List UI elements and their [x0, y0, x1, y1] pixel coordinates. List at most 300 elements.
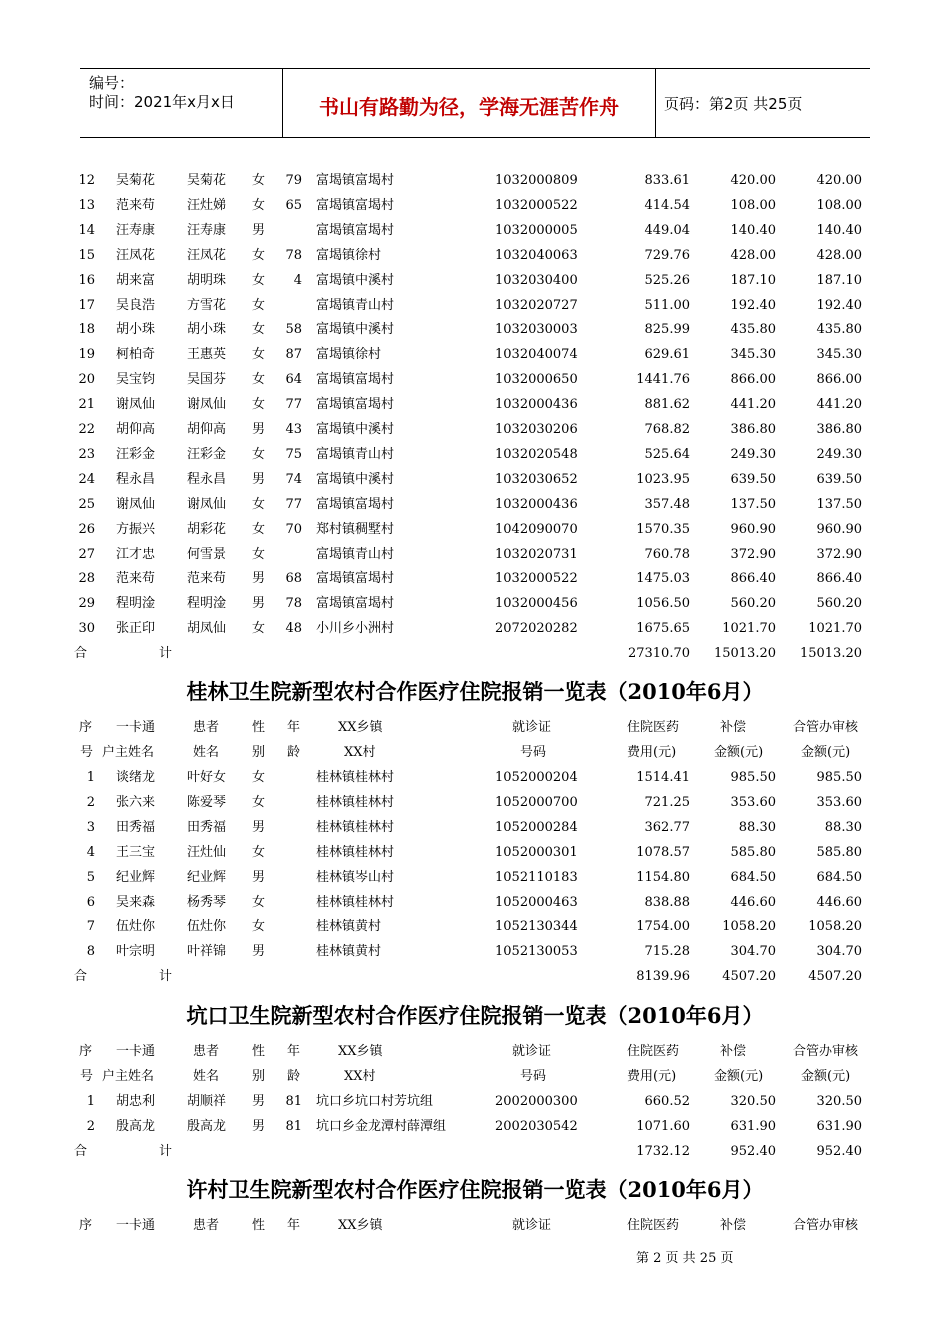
patient-name: 陈爱琴	[187, 794, 227, 810]
patient-name: 何雪景	[187, 546, 227, 562]
audited-amount: 345.30	[816, 347, 862, 363]
column-header: 别	[252, 1069, 266, 1084]
patient-name: 杨秀琴	[187, 894, 227, 910]
hospital-fee: 721.25	[644, 794, 690, 810]
card-holder-name: 谈绪龙	[116, 770, 156, 785]
address: 桂林镇黄村	[316, 944, 382, 960]
hospital-fee: 362.77	[644, 819, 690, 835]
certificate-number: 1032020548	[495, 446, 578, 462]
sex: 女	[252, 297, 266, 313]
row-number: 20	[78, 372, 95, 388]
hospital-fee: 881.62	[644, 397, 690, 413]
card-holder-name: 胡仰高	[116, 422, 156, 437]
table2-title: 桂林卫生院新型农村合作医疗住院报销一览表（2010年6月）	[186, 679, 764, 704]
audited-amount: 1021.70	[808, 621, 862, 637]
table-row	[0, 1092, 950, 1117]
table-header-row	[0, 718, 950, 743]
table-row	[0, 470, 950, 495]
hospital-fee: 1071.60	[636, 1118, 690, 1134]
hospital-fee: 715.28	[644, 944, 690, 960]
hospital-fee: 1754.00	[636, 919, 690, 935]
column-header: 号	[80, 1069, 94, 1084]
compensation-amount: 320.50	[730, 1094, 776, 1109]
patient-name: 吴菊花	[187, 173, 227, 188]
card-holder-name: 汪寿康	[116, 222, 156, 238]
hospital-fee: 838.88	[644, 894, 690, 910]
sex: 男	[252, 869, 266, 885]
patient-name: 吴国芬	[187, 372, 227, 388]
compensation-amount: 631.90	[730, 1118, 776, 1134]
address: 郑村镇稠墅村	[316, 521, 395, 537]
row-number: 6	[86, 894, 95, 910]
table-row	[0, 395, 950, 420]
patient-name: 胡小珠	[187, 322, 227, 338]
column-header: XX乡镇	[338, 720, 383, 735]
hospital-fee: 525.26	[644, 272, 690, 288]
hospital-fee: 1475.03	[636, 571, 690, 587]
audited-amount: 560.20	[816, 596, 862, 612]
age: 70	[285, 521, 302, 537]
column-header: 号码	[520, 1069, 547, 1084]
row-number: 19	[78, 347, 95, 363]
certificate-number: 1052130344	[495, 919, 578, 935]
certificate-number: 1042090070	[495, 521, 578, 537]
patient-name: 汪凤花	[187, 247, 227, 263]
sex: 男	[252, 1118, 266, 1134]
row-number: 2	[86, 1118, 95, 1134]
card-holder-name: 范来苟	[116, 197, 156, 213]
row-number: 5	[86, 869, 95, 885]
address: 小川乡小洲村	[316, 621, 395, 637]
table-row	[0, 1117, 950, 1142]
compensation-amount: 446.60	[730, 894, 776, 910]
compensation-amount: 684.50	[730, 869, 776, 885]
card-holder-name: 胡来富	[116, 272, 156, 288]
row-number: 8	[86, 944, 95, 960]
column-header: 住院医药	[627, 1044, 680, 1059]
column-header: 一卡通	[116, 1044, 156, 1059]
column-header: 序	[79, 1218, 93, 1233]
compensation-amount: 1021.70	[722, 621, 776, 637]
patient-name: 汪灶娣	[187, 197, 227, 213]
address: 桂林镇岑山村	[316, 869, 395, 885]
column-header: 户主姓名	[102, 745, 155, 760]
hospital-fee: 1514.41	[636, 770, 690, 785]
column-header: 姓名	[193, 745, 220, 760]
table-header-row	[0, 743, 950, 768]
sex: 女	[252, 546, 266, 562]
total-compensation: 15013.20	[713, 646, 776, 662]
patient-name: 程明淦	[187, 596, 227, 612]
compensation-amount: 960.90	[730, 521, 776, 537]
hospital-fee: 357.48	[644, 496, 690, 512]
patient-name: 纪业辉	[187, 869, 227, 885]
table-row	[0, 619, 950, 644]
address: 坑口乡坑口村芳坑组	[316, 1094, 434, 1109]
column-header: 号码	[520, 745, 547, 760]
total-label: 合	[74, 969, 88, 985]
total-audited: 952.40	[816, 1143, 862, 1159]
age: 58	[285, 322, 302, 338]
hospital-fee: 1023.95	[636, 471, 690, 487]
certificate-number: 1032000522	[495, 571, 578, 587]
hospital-fee: 449.04	[644, 222, 690, 238]
audited-amount: 108.00	[816, 197, 862, 213]
audited-amount: 137.50	[816, 496, 862, 512]
header-motto-cell	[283, 69, 656, 137]
column-header: 序	[79, 1044, 93, 1059]
certificate-number: 2002030542	[495, 1118, 578, 1134]
sex: 女	[252, 322, 266, 338]
table-row	[0, 868, 950, 893]
audited-amount: 372.90	[816, 546, 862, 562]
row-number: 17	[78, 297, 95, 313]
certificate-number: 1032000650	[495, 372, 578, 388]
sex: 女	[252, 794, 266, 810]
patient-name: 程永昌	[187, 471, 227, 487]
certificate-number: 1032000522	[495, 197, 578, 213]
address: 富堨镇富堨村	[316, 222, 395, 238]
column-header: 龄	[287, 745, 301, 760]
address: 富堨镇富堨村	[316, 397, 395, 413]
audited-amount: 585.80	[816, 844, 862, 860]
sex: 女	[252, 272, 266, 288]
row-number: 1	[86, 1094, 95, 1109]
total-audited: 15013.20	[799, 646, 862, 662]
hospital-fee: 825.99	[644, 322, 690, 338]
compensation-amount: 137.50	[730, 496, 776, 512]
page-header	[80, 68, 870, 138]
table-row	[0, 520, 950, 545]
sex: 女	[252, 347, 266, 363]
patient-name: 范来苟	[187, 571, 227, 587]
card-holder-name: 胡忠利	[116, 1094, 156, 1109]
age: 65	[285, 197, 302, 213]
column-header: 合管办审核	[793, 1044, 859, 1059]
card-holder-name: 胡小珠	[116, 322, 156, 338]
hospital-fee: 768.82	[644, 422, 690, 437]
header-meta-cell	[80, 69, 283, 137]
sex: 女	[252, 173, 266, 188]
address: 富堨镇中溪村	[316, 471, 395, 487]
hospital-fee: 525.64	[644, 446, 690, 462]
audited-amount: 428.00	[816, 247, 862, 263]
sex: 男	[252, 1094, 266, 1109]
sex: 男	[252, 222, 266, 238]
sex: 男	[252, 471, 266, 487]
audited-amount: 140.40	[816, 222, 862, 238]
column-header: 金额(元)	[714, 745, 764, 760]
patient-name: 胡仰高	[187, 422, 227, 437]
patient-name: 谢凤仙	[187, 397, 227, 413]
card-holder-name: 纪业辉	[116, 869, 156, 885]
audited-amount: 639.50	[816, 471, 862, 487]
hospital-fee: 760.78	[644, 546, 690, 562]
age: 81	[285, 1118, 302, 1134]
column-header: 患者	[193, 720, 220, 735]
compensation-amount: 420.00	[730, 173, 776, 188]
audited-amount: 446.60	[816, 894, 862, 910]
table-row	[0, 893, 950, 918]
age: 43	[285, 422, 302, 437]
sex: 女	[252, 397, 266, 413]
column-header: XX村	[344, 1069, 376, 1084]
table-row	[0, 843, 950, 868]
row-number: 12	[78, 173, 95, 188]
table-row	[0, 545, 950, 570]
address: 桂林镇桂林村	[316, 844, 395, 860]
address: 富堨镇中溪村	[316, 422, 395, 437]
audited-amount: 249.30	[816, 446, 862, 462]
compensation-amount: 249.30	[730, 446, 776, 462]
patient-name: 汪灶仙	[187, 844, 227, 860]
address: 富堨镇青山村	[316, 446, 395, 462]
sex: 女	[252, 197, 266, 213]
certificate-number: 2072020282	[495, 621, 578, 637]
table-row	[0, 420, 950, 445]
column-header: 合管办审核	[793, 720, 859, 735]
column-header: XX乡镇	[338, 1218, 383, 1233]
sex: 女	[252, 372, 266, 388]
column-header: 合管办审核	[793, 1218, 859, 1233]
page-footer: 第 2 页 共 25 页	[636, 1251, 734, 1266]
row-number: 1	[86, 770, 95, 785]
patient-name: 胡明珠	[187, 272, 227, 288]
total-row	[0, 644, 950, 669]
card-holder-name: 谢凤仙	[116, 496, 156, 512]
total-audited: 4507.20	[808, 969, 862, 985]
card-holder-name: 程永昌	[116, 471, 156, 487]
row-number: 16	[78, 272, 95, 288]
address: 富堨镇徐村	[316, 247, 382, 263]
address: 桂林镇桂林村	[316, 794, 395, 810]
row-number: 13	[78, 197, 95, 213]
column-header: 补偿	[720, 1044, 747, 1059]
age: 4	[293, 272, 302, 288]
card-holder-name: 吴菊花	[116, 173, 156, 188]
patient-name: 胡彩花	[187, 521, 227, 537]
card-holder-name: 张正印	[116, 621, 156, 637]
card-holder-name: 张六来	[116, 794, 156, 810]
column-header: 性	[252, 1044, 266, 1059]
column-header: XX村	[344, 745, 376, 760]
audited-amount: 960.90	[816, 521, 862, 537]
patient-name: 殷高龙	[187, 1118, 227, 1134]
row-number: 28	[78, 571, 95, 587]
compensation-amount: 88.30	[738, 819, 776, 835]
total-label: 计	[159, 646, 173, 662]
column-header: 住院医药	[627, 1218, 680, 1233]
card-holder-name: 范来苟	[116, 571, 156, 587]
doc-number-label: 编号：	[89, 74, 135, 92]
total-label: 合	[74, 646, 88, 662]
total-label: 计	[159, 1143, 173, 1159]
audited-amount: 1058.20	[808, 919, 862, 935]
patient-name: 汪彩金	[187, 446, 227, 462]
compensation-amount: 639.50	[730, 471, 776, 487]
certificate-number: 1052000700	[495, 794, 578, 810]
certificate-number: 1032030400	[495, 272, 578, 288]
total-fee: 1732.12	[636, 1143, 690, 1159]
audited-amount: 88.30	[824, 819, 862, 835]
column-header: 年	[287, 720, 301, 735]
column-header: 补偿	[720, 720, 747, 735]
sex: 女	[252, 521, 266, 537]
row-number: 14	[78, 222, 95, 238]
compensation-amount: 441.20	[730, 397, 776, 413]
sex: 女	[252, 919, 266, 935]
certificate-number: 1032030652	[495, 471, 578, 487]
column-header: 一卡通	[116, 720, 156, 735]
row-number: 24	[78, 471, 95, 487]
certificate-number: 1032000005	[495, 222, 578, 238]
column-header: 补偿	[720, 1218, 747, 1233]
column-header: 金额(元)	[714, 1069, 764, 1084]
certificate-number: 1052000301	[495, 844, 578, 860]
total-row	[0, 967, 950, 992]
table3-title: 坑口卫生院新型农村合作医疗住院报销一览表（2010年6月）	[186, 1003, 764, 1028]
row-number: 15	[78, 247, 95, 263]
sex: 女	[252, 844, 266, 860]
column-header: 就诊证	[512, 720, 552, 735]
audited-amount: 353.60	[816, 794, 862, 810]
address: 桂林镇桂林村	[316, 894, 395, 910]
compensation-amount: 353.60	[730, 794, 776, 810]
table-header-row	[0, 1042, 950, 1067]
patient-name: 汪寿康	[187, 222, 227, 238]
table-row	[0, 345, 950, 370]
compensation-amount: 866.40	[730, 571, 776, 587]
certificate-number: 1032000436	[495, 496, 578, 512]
address: 富堨镇青山村	[316, 546, 395, 562]
sex: 男	[252, 596, 266, 612]
audited-amount: 866.40	[816, 571, 862, 587]
total-compensation: 4507.20	[722, 969, 776, 985]
row-number: 27	[78, 546, 95, 562]
total-fee: 27310.70	[627, 646, 690, 662]
compensation-amount: 435.80	[730, 322, 776, 338]
card-holder-name: 谢凤仙	[116, 397, 156, 413]
column-header: 户主姓名	[102, 1069, 155, 1084]
card-holder-name: 柯柏奇	[116, 347, 156, 363]
age: 68	[285, 571, 302, 587]
certificate-number: 1032000809	[495, 173, 578, 188]
audited-amount: 435.80	[816, 322, 862, 338]
audited-amount: 985.50	[816, 770, 862, 785]
compensation-amount: 187.10	[730, 272, 776, 288]
total-fee: 8139.96	[636, 969, 690, 985]
certificate-number: 1032000456	[495, 596, 578, 612]
compensation-amount: 985.50	[730, 770, 776, 785]
address: 桂林镇桂林村	[316, 770, 395, 785]
column-header: 患者	[193, 1218, 220, 1233]
audited-amount: 304.70	[816, 944, 862, 960]
table-row	[0, 221, 950, 246]
card-holder-name: 汪彩金	[116, 446, 156, 462]
card-holder-name: 伍灶你	[116, 919, 156, 935]
total-label: 合	[74, 1143, 88, 1159]
row-number: 7	[86, 919, 95, 935]
hospital-fee: 1570.35	[636, 521, 690, 537]
certificate-number: 1032030206	[495, 422, 578, 437]
hospital-fee: 414.54	[644, 197, 690, 213]
audited-amount: 866.00	[816, 372, 862, 388]
card-holder-name: 殷高龙	[116, 1118, 156, 1134]
audited-amount: 684.50	[816, 869, 862, 885]
audited-amount: 441.20	[816, 397, 862, 413]
table-row	[0, 171, 950, 196]
age: 81	[285, 1094, 302, 1109]
table-row	[0, 793, 950, 818]
table-row	[0, 246, 950, 271]
certificate-number: 1052130053	[495, 944, 578, 960]
address: 富堨镇徐村	[316, 347, 382, 363]
hospital-fee: 1154.80	[636, 869, 690, 885]
hospital-fee: 1078.57	[636, 844, 690, 860]
address: 富堨镇富堨村	[316, 571, 395, 587]
row-number: 23	[78, 446, 95, 462]
compensation-amount: 585.80	[730, 844, 776, 860]
table-row	[0, 370, 950, 395]
age: 79	[285, 173, 302, 188]
audited-amount: 386.80	[816, 422, 862, 437]
compensation-amount: 428.00	[730, 247, 776, 263]
row-number: 3	[86, 819, 95, 835]
certificate-number: 1032030003	[495, 322, 578, 338]
table-row	[0, 594, 950, 619]
column-header: 别	[252, 745, 266, 760]
hospital-fee: 729.76	[644, 247, 690, 263]
age: 74	[285, 471, 302, 487]
audited-amount: 192.40	[816, 297, 862, 313]
address: 坑口乡金龙潭村薛潭组	[316, 1118, 447, 1134]
table-row	[0, 445, 950, 470]
sex: 男	[252, 819, 266, 835]
certificate-number: 1052000463	[495, 894, 578, 910]
age: 87	[285, 347, 302, 363]
compensation-amount: 304.70	[730, 944, 776, 960]
audited-amount: 320.50	[816, 1094, 862, 1109]
column-header: 就诊证	[512, 1218, 552, 1233]
row-number: 29	[78, 596, 95, 612]
compensation-amount: 1058.20	[722, 919, 776, 935]
address: 富堨镇中溪村	[316, 272, 395, 288]
sex: 男	[252, 944, 266, 960]
column-header: 金额(元)	[801, 745, 851, 760]
doc-time-label: 时间：2021年x月x日	[89, 93, 235, 111]
row-number: 2	[86, 794, 95, 810]
table-row	[0, 917, 950, 942]
patient-name: 王惠英	[187, 347, 227, 363]
certificate-number: 1032020727	[495, 297, 578, 313]
column-header: 性	[252, 720, 266, 735]
row-number: 21	[78, 397, 95, 413]
table-header-row	[0, 1216, 950, 1241]
address: 桂林镇桂林村	[316, 819, 395, 835]
hospital-fee: 833.61	[644, 173, 690, 188]
column-header: 费用(元)	[627, 1069, 677, 1084]
compensation-amount: 560.20	[730, 596, 776, 612]
sex: 女	[252, 894, 266, 910]
certificate-number: 1032000436	[495, 397, 578, 413]
compensation-amount: 345.30	[730, 347, 776, 363]
column-header: 年	[287, 1218, 301, 1233]
audited-amount: 187.10	[816, 272, 862, 288]
compensation-amount: 372.90	[730, 546, 776, 562]
table-row	[0, 320, 950, 345]
table-row	[0, 569, 950, 594]
patient-name: 胡顺祥	[187, 1094, 227, 1109]
